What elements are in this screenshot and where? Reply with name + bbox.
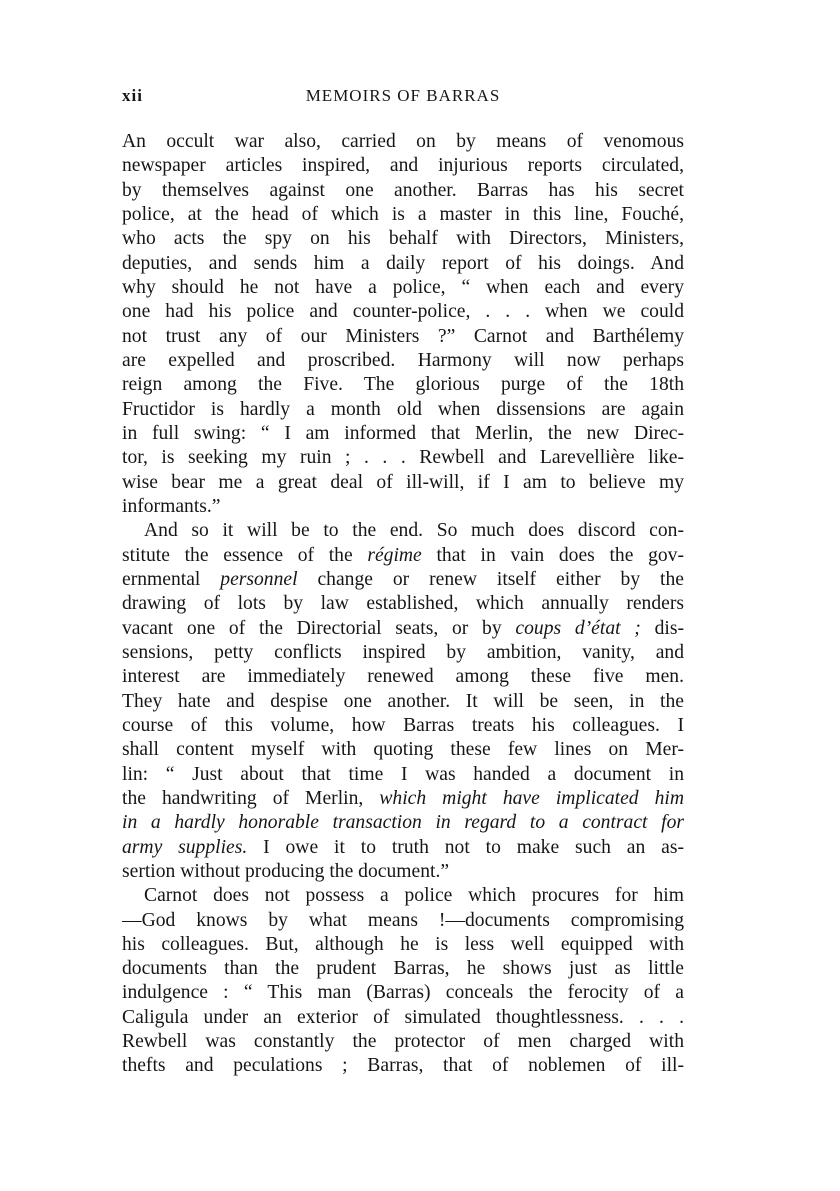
text-line: [122, 495, 684, 519]
text-run: tor, is seeking my ruin ; . . . Rewbell and Larevellière like-: [122, 447, 684, 469]
italic-text: personnel: [220, 568, 298, 590]
text-line: [122, 398, 684, 422]
text-run: are expelled and proscribed. Harmony will now perhaps: [122, 349, 684, 371]
text-line: [122, 884, 684, 908]
text-run: by themselves against one another. Barras has his secret: [122, 179, 684, 201]
text-line: [122, 519, 684, 543]
text-run: ernmental: [122, 568, 221, 590]
text-run: They hate and despise one another. It will be seen, in the: [122, 690, 684, 712]
text-run: I owe it to truth not to make such an as-: [247, 836, 684, 858]
text-line: [122, 860, 684, 884]
text-line: [122, 544, 684, 568]
text-run: stitute the essence of the: [122, 544, 368, 566]
text-line: [122, 300, 684, 324]
text-line: [122, 130, 684, 154]
text-line: [122, 763, 684, 787]
page-number: xii: [122, 86, 143, 105]
text-run: vacant one of the Directorial seats, or by: [122, 617, 516, 639]
text-run: indulgence : “ This man (Barras) conceals the ferocity of a: [122, 982, 684, 1004]
text-run: sertion without producing the document.”: [122, 860, 450, 882]
text-run: documents than the prudent Barras, he shows just as little: [122, 958, 684, 980]
text-run: why should he not have a police, “ when each and every: [122, 276, 684, 298]
text-line: [122, 665, 684, 689]
text-run: lin: “ Just about that time I was handed a document in: [122, 763, 684, 785]
text-line: [122, 179, 684, 203]
text-line: [122, 933, 684, 957]
text-run: Fructidor is hardly a month old when dissensions are again: [122, 398, 684, 420]
text-run: not trust any of our Ministers ?” Carnot and Barthélemy: [122, 325, 684, 347]
text-run: Carnot does not possess a police which procures for him: [144, 885, 684, 907]
running-title: MEMOIRS OF BARRAS: [305, 86, 501, 105]
text-line: [122, 909, 684, 933]
text-line: [122, 617, 684, 641]
text-run: informants.”: [122, 495, 221, 517]
text-line: [122, 957, 684, 981]
italic-text: régime: [367, 544, 422, 566]
text-run: the handwriting of Merlin,: [122, 787, 380, 809]
text-line: [122, 836, 684, 860]
text-line: [122, 811, 684, 835]
text-run: Rewbell was constantly the protector of men charged with: [122, 1031, 684, 1053]
text-run: interest are immediately renewed among these five men.: [122, 666, 684, 688]
text-run: in full swing: “ I am informed that Merlin, the new Direc-: [122, 422, 684, 444]
text-run: who acts the spy on his behalf with Directors, Ministers,: [122, 228, 684, 250]
text-line: [122, 349, 684, 373]
text-line: [122, 276, 684, 300]
text-run: one had his police and counter-police, . . . when we could: [122, 301, 684, 323]
italic-text: in a hardly honorable transaction in regard to a contract for: [122, 812, 684, 834]
text-line: [122, 592, 684, 616]
italic-text: army supplies.: [122, 836, 248, 858]
text-run: change or renew itself either by the: [297, 568, 684, 590]
italic-text: which might have implicated him: [379, 787, 684, 809]
text-line: [122, 252, 684, 276]
text-run: course of this volume, how Barras treats his colleagues. I: [122, 714, 684, 736]
text-run: —God knows by what means !—documents compromising: [122, 909, 684, 931]
text-line: [122, 1030, 684, 1054]
text-line: [122, 738, 684, 762]
text-run: thefts and peculations ; Barras, that of noblemen of ill-: [122, 1055, 684, 1077]
text-run: dis-: [640, 617, 684, 639]
text-run: drawing of lots by law established, which annually renders: [122, 593, 684, 615]
text-line: [122, 568, 684, 592]
text-run: deputies, and sends him a daily report of his doings. And: [122, 252, 684, 274]
text-run: And so it will be to the end. So much does discord con-: [144, 520, 684, 542]
text-run: wise bear me a great deal of ill-will, if I am to believe my: [122, 471, 684, 493]
text-line: [122, 325, 684, 349]
text-run: shall content myself with quoting these few lines on Mer-: [122, 739, 684, 761]
page-header: [122, 86, 684, 112]
text-line: [122, 154, 684, 178]
text-run: that in vain does the gov-: [421, 544, 684, 566]
text-line: [122, 690, 684, 714]
text-line: [122, 787, 684, 811]
text-line: [122, 227, 684, 251]
text-run: sensions, petty conflicts inspired by ambition, vanity, and: [122, 641, 684, 663]
text-run: newspaper articles inspired, and injurious reports circulated,: [122, 155, 684, 177]
text-run: Caligula under an exterior of simulated thoughtlessness. . . .: [122, 1006, 684, 1028]
text-line: [122, 446, 684, 470]
text-line: [122, 422, 684, 446]
text-line: [122, 981, 684, 1005]
italic-text: coups d’état ;: [515, 617, 641, 639]
text-line: [122, 641, 684, 665]
text-line: [122, 1054, 684, 1078]
text-line: [122, 203, 684, 227]
text-line: [122, 1006, 684, 1030]
text-run: his colleagues. But, although he is less well equipped with: [122, 933, 684, 955]
text-line: [122, 471, 684, 495]
text-run: An occult war also, carried on by means of venomous: [122, 131, 684, 152]
text-run: police, at the head of which is a master in this line, Fouché,: [122, 203, 684, 225]
text-line: [122, 714, 684, 738]
text-run: reign among the Five. The glorious purge of the 18th: [122, 374, 684, 396]
body-text: [122, 130, 684, 1079]
text-line: [122, 373, 684, 397]
